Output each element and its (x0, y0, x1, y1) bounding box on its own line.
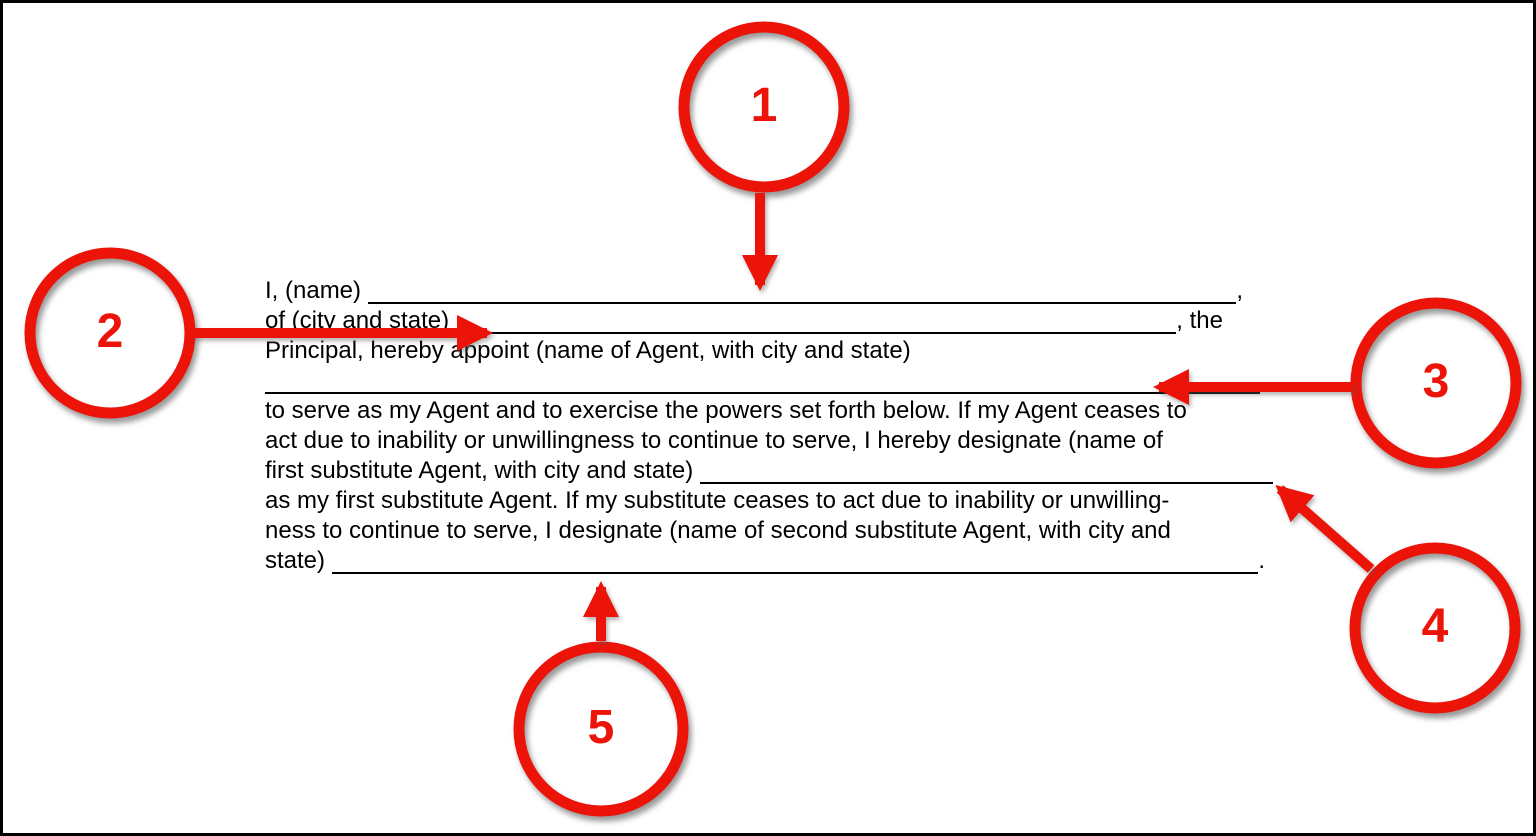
callout-number: 1 (750, 79, 778, 132)
form-line-appoint (265, 336, 1273, 366)
line-text: . (1258, 547, 1265, 574)
form-paragraph (265, 276, 1273, 576)
form-line-second-designate (265, 516, 1273, 546)
line-text: of (city and state) (265, 307, 456, 334)
callout-number: 3 (1422, 355, 1450, 408)
line-text: state) (265, 547, 332, 574)
line-text: first substitute Agent, with city and state) (265, 457, 700, 484)
form-line-first-substitute (265, 456, 1273, 486)
line-text: ness to continue to serve, I designate (name of second substitute Agent, with city and (265, 517, 1171, 544)
line-text: act due to inability or unwillingness to continue to serve, I hereby designate (name of (265, 427, 1163, 454)
blank-principal-name[interactable] (368, 282, 1237, 304)
form-line-substitute-ceases (265, 486, 1273, 516)
line-text: I, (name) (265, 277, 368, 304)
blank-principal-city-state[interactable] (456, 312, 1177, 334)
line-text: to serve as my Agent and to exercise the powers set forth below. If my Agent ceases to (265, 397, 1187, 424)
callout-arrow-4 (1280, 489, 1371, 569)
form-line-designate (265, 426, 1273, 456)
blank-first-substitute-agent[interactable] (700, 462, 1273, 484)
line-text: as my first substitute Agent. If my substitute ceases to act due to inability or unwilling- (265, 487, 1170, 514)
form-line-serve (265, 396, 1273, 426)
line-text: , (1236, 277, 1243, 304)
form-line-city-state (265, 306, 1223, 336)
callout-number: 5 (587, 701, 615, 754)
blank-agent-name[interactable] (265, 372, 1260, 394)
line-text: . (1260, 367, 1267, 394)
form-line-second-substitute (265, 546, 1265, 576)
form-line-agent-blank (265, 366, 1267, 396)
callout-number: 4 (1421, 600, 1449, 653)
form-line-name (265, 276, 1243, 306)
callout-number: 2 (96, 305, 124, 358)
blank-second-substitute-agent[interactable] (332, 552, 1259, 574)
line-text: , the (1176, 307, 1223, 334)
line-text: Principal, hereby appoint (name of Agent, with city and state) (265, 337, 911, 364)
